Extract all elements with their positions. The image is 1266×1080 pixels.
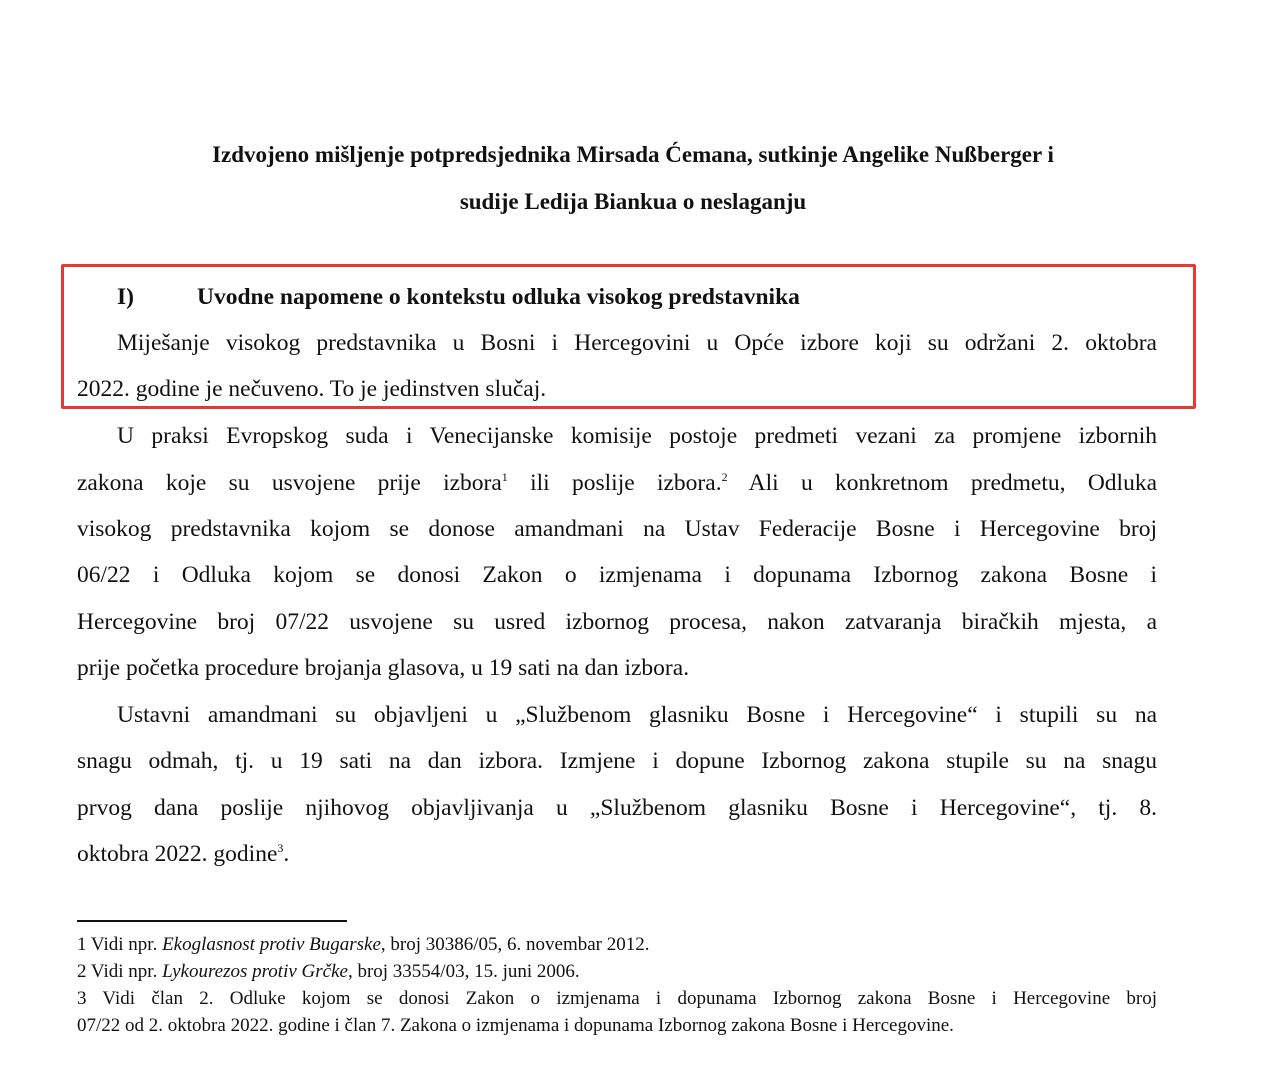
footnote-3-line-1: 3 Vidi član 2. Odluke kojom se donosi Zakon o izmjenama i dopunama Izbornog zakona Bosne i Hercegovine broj (77, 988, 1157, 1009)
paragraph-2-line-2: snagu odmah, tj. u 19 sati na dan izbora. Izmjene i dopune Izbornog zakona stupile su na snagu (77, 748, 1157, 774)
footnote-ref-1[interactable]: 1 (501, 470, 508, 484)
paragraph-1-line-3: visokog predstavnika kojom se donose amandmani na Ustav Federacije Bosne i Hercegovine broj (77, 516, 1157, 542)
footnote-1-case: Ekoglasnost protiv Bugarske (162, 934, 381, 955)
document-title-line-1: Izdvojeno mišljenje potpredsjednika Mirsada Ćemana, sutkinje Angelike Nußberger i (212, 142, 1054, 167)
paragraph-2-line-3: prvog dana poslije njihovog objavljivanja u „Službenom glasniku Bosne i Hercegovine“, tj. 8. (77, 795, 1157, 821)
footnote-ref-2[interactable]: 2 (721, 470, 728, 484)
paragraph-2-line-1: Ustavni amandmani su objavljeni u „Službenom glasniku Bosne i Hercegovine“ i stupili su na (117, 702, 1157, 728)
footnote-1: 1 Vidi npr. Ekoglasnost protiv Bugarske, broj 30386/05, 6. novembar 2012. (77, 934, 650, 955)
paragraph-1-line-1: U praksi Evropskog suda i Venecijanske komisije postoje predmeti vezani za promjene izbornih (117, 423, 1157, 449)
paragraph-1-line-2: zakona koje su usvojene prije izbora$^1$ ili poslije izbora.$^2$ Ali u konkretnom predmetu, Odluka (77, 470, 1157, 496)
paragraph-1-line-5: Hercegovine broj 07/22 usvojene su usred izbornog procesa, nakon zatvaranja biračkih mjesta, a (77, 609, 1157, 635)
section-text-line-2: 2022. godine je nečuveno. To je jedinstven slučaj. (77, 376, 547, 402)
paragraph-1-line-6: prije početka procedure brojanja glasova, u 19 sati na dan izbora. (77, 655, 690, 681)
section-heading (117, 282, 800, 312)
footnote-ref-3[interactable]: 3 (277, 841, 284, 855)
paragraph-2-line-4: oktobra 2022. godine$^3$. (77, 841, 290, 867)
section-title: Uvodne napomene o kontekstu odluka visokog predstavnika (197, 284, 800, 310)
footnote-2: 2 Vidi npr. Lykourezos protiv Grčke, broj 33554/03, 15. juni 2006. (77, 961, 580, 982)
document-title-line-2: sudije Ledija Biankua o neslaganju (459, 189, 807, 214)
paragraph-1-line-4: 06/22 i Odluka kojom se donosi Zakon o izmjenama i dopunama Izbornog zakona Bosne i (77, 562, 1157, 588)
section-text-line-1: Miješanje visokog predstavnika u Bosni i Hercegovini u Opće izbore koji su održani 2. oktobra (117, 330, 1157, 356)
section-number: I) (117, 284, 134, 310)
footnote-3-line-2: 07/22 od 2. oktobra 2022. godine i član 7. Zakona o izmjenama i dopunama Izbornog zakona Bosne i Hercegovine. (77, 1015, 954, 1036)
footnote-separator (77, 920, 347, 922)
footnote-2-case: Lykourezos protiv Grčke (162, 961, 348, 982)
